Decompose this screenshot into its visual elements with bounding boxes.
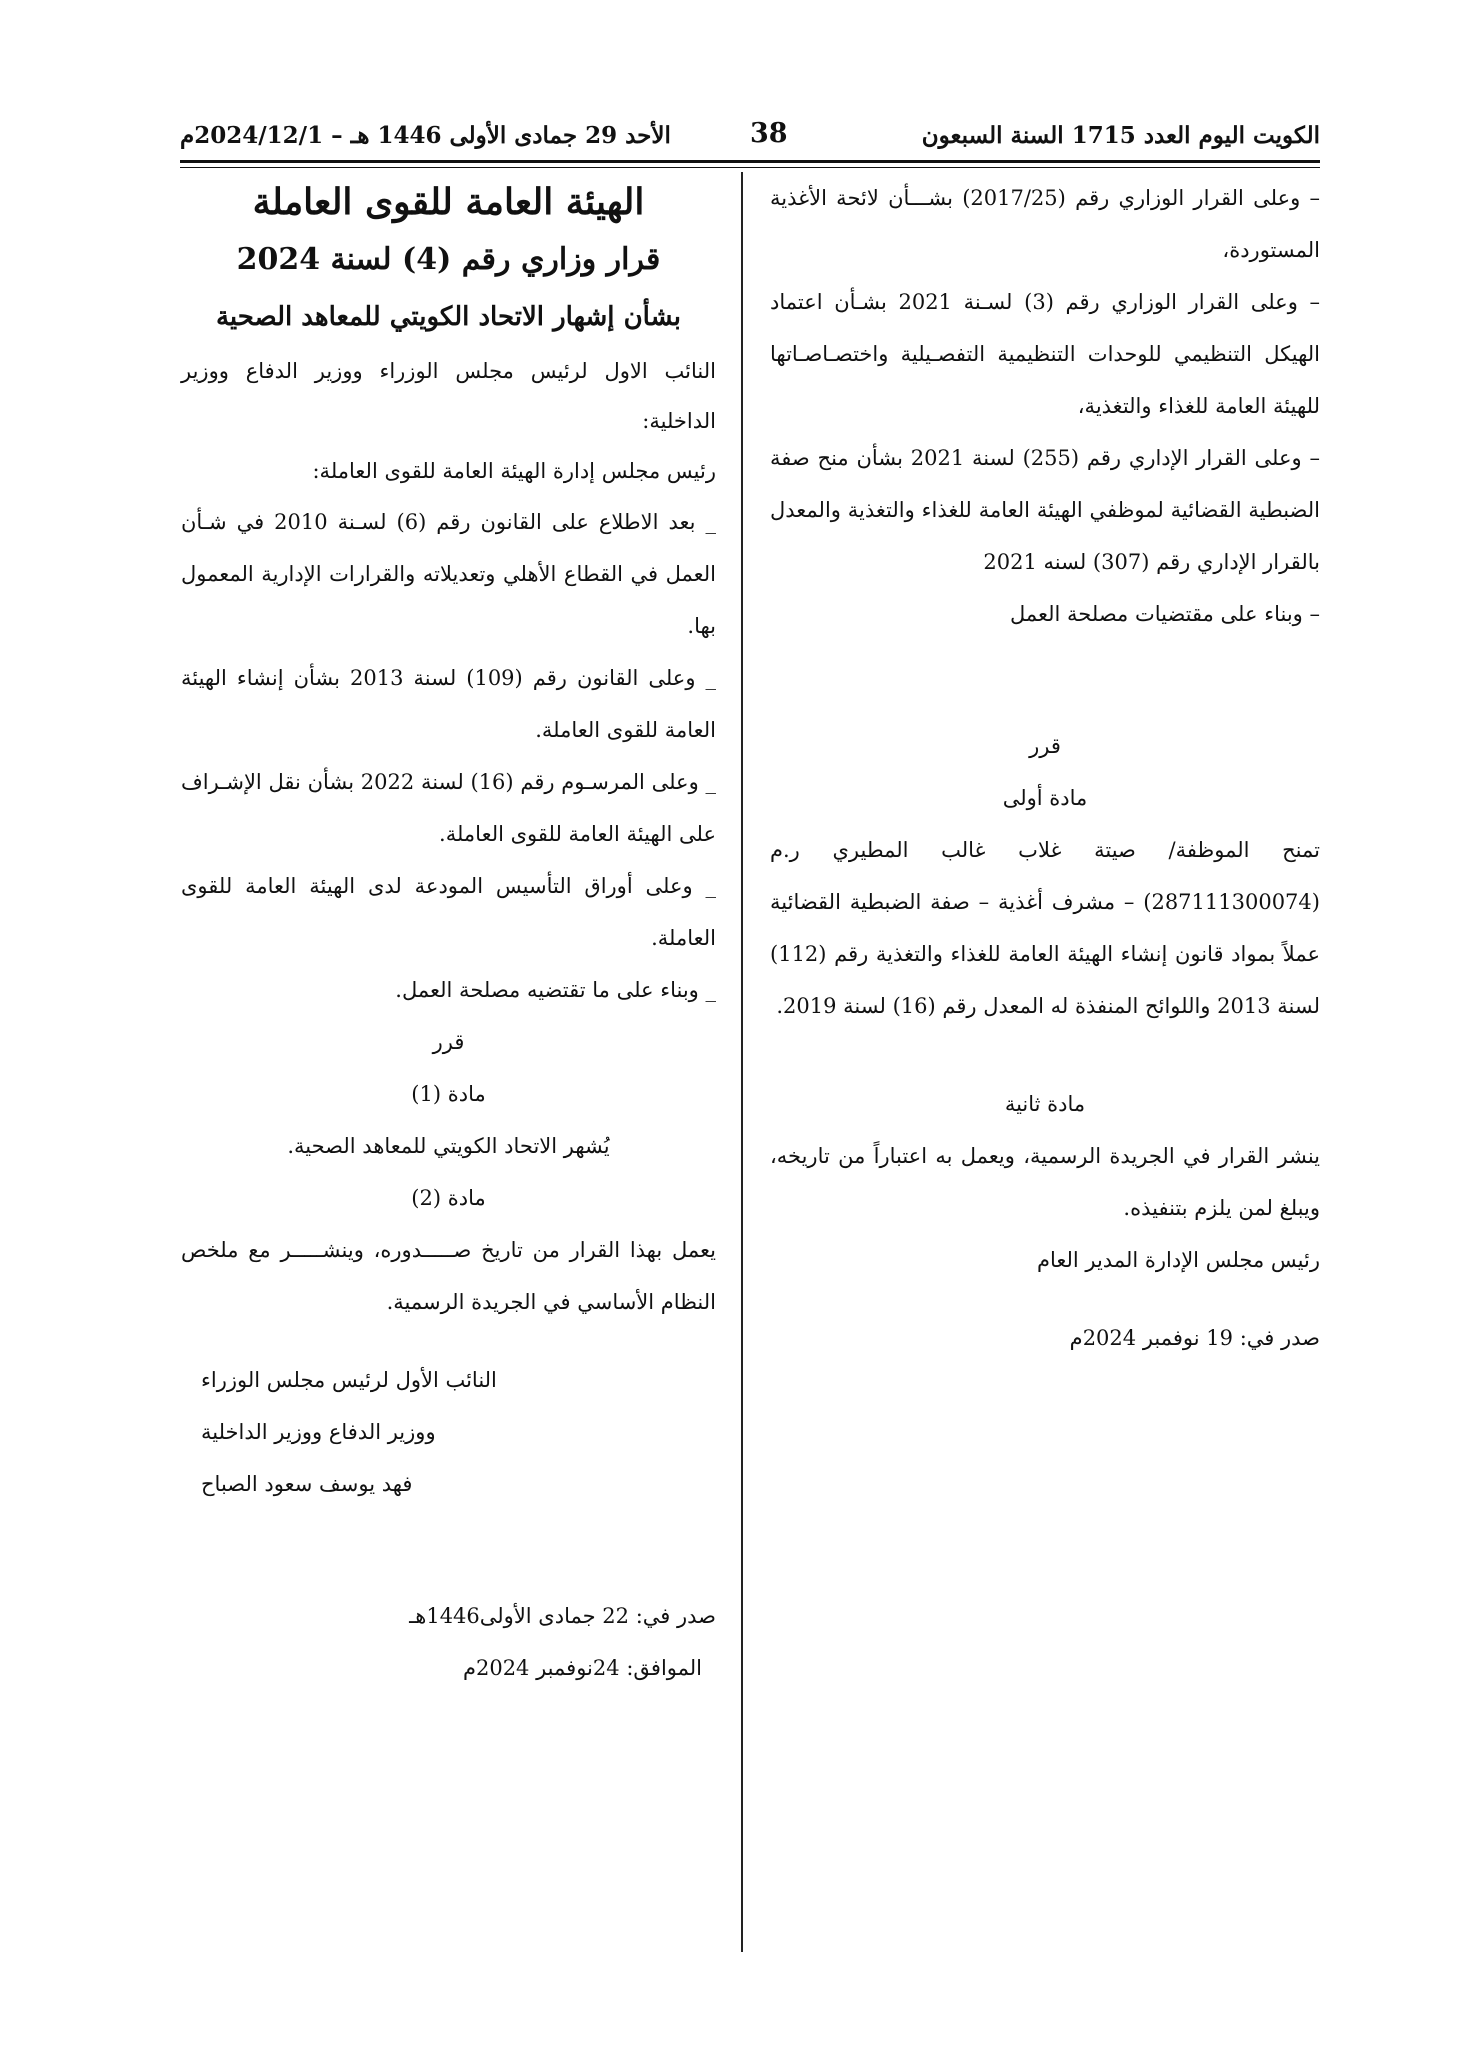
spacer [770,640,1320,720]
article-title: مادة (2) [411,1186,486,1210]
decided-heading: قرر [432,1030,465,1054]
signatory-name: فهد يوسف سعود الصباح [201,1472,413,1496]
spacer [181,1328,716,1354]
page-number: 38 [750,118,788,149]
preamble-item: – وعلى القرار الإداري رقم (255) لسنة 2021 بشأن منح صفة الضبطية القضائية لموظفي الهيئة العامة للغذاء والتغذية والمعدل بالقرار الإداري رقم (307) لسنه 2021 [770,446,1320,574]
article-text: ينشر القرار في الجريدة الرسمية، ويعمل به اعتباراً من تاريخه، ويبلغ لمن يلزم بتنفيذه. [770,1144,1320,1220]
preamble-item: _ وعلى القانون رقم (109) لسنة 2013 بشأن إنشاء الهيئة العامة للقوى العاملة. [181,666,716,742]
signature-line: ووزير الدفاع ووزير الداخلية [201,1420,436,1444]
decision-title: قرار وزاري رقم (4) لسنة 2024 [236,242,661,277]
header-rule-thin [180,167,1320,168]
article-title: مادة ثانية [1004,1092,1086,1116]
spacer [181,1510,716,1590]
spacer [770,1032,1320,1078]
header-rule-thick [180,160,1320,163]
issuer-line: النائب الاول لرئيس مجلس الوزراء ووزير الدفاع ووزير الداخلية: [181,359,716,433]
article-title: مادة (1) [411,1082,486,1106]
preamble-item: _ وعلى المرسـوم رقم (16) لسنة 2022 بشأن نقل الإشـراف على الهيئة العامة للقوى العاملة. [181,770,716,846]
preamble-item: – وعلى القرار الوزاري رقم (3) لسـنة 2021 بشـأن اعتماد الهيكل التنظيمي للوحدات التنظيمية التفصـيلية واختصـاصـاتها للهيئة العامة للغذاء والتغذية، [770,290,1320,418]
issuer-line: رئيس مجلس إدارة الهيئة العامة للقوى العاملة: [312,459,716,483]
article-text: يُشهر الاتحاد الكويتي للمعاهد الصحية. [287,1134,610,1158]
spacer [770,1286,1320,1312]
article-text: يعمل بهذا القرار من تاريخ صـــــدوره، وينشـــــر مع ملخص النظام الأساسي في الجريدة الرسمية. [181,1238,716,1314]
column-divider [741,172,743,1952]
signature-title: رئيس مجلس الإدارة المدير العام [1036,1248,1320,1272]
preamble-item: – وعلى القرار الوزاري رقم (2017/25) بشـــأن لائحة الأغذية المستوردة، [770,186,1321,262]
preamble-item: – وبناء على مقتضيات مصلحة العمل [1009,602,1320,626]
decision-subject: بشأن إشهار الاتحاد الكويتي للمعاهد الصحية [215,302,682,332]
issue-date-gregorian: الموافق: 24نوفمبر 2024م [462,1656,702,1680]
preamble-item: _ وعلى أوراق التأسيس المودعة لدى الهيئة العامة للقوى العاملة. [181,874,716,950]
signature-line: النائب الأول لرئيس مجلس الوزراء [201,1368,497,1392]
left-column [181,172,716,1694]
article-title: مادة أولى [1002,786,1088,810]
preamble-item: _ وبناء على ما تقتضيه مصلحة العمل. [395,978,716,1002]
issue-date: صدر في: 19 نوفمبر 2024م [1069,1326,1320,1350]
header-date: الأحد 29 جمادى الأولى 1446 هـ – 2024/12/1م [180,122,671,149]
preamble-item: _ بعد الاطلاع على القانون رقم (6) لسـنة 2010 في شـأن العمل في القطاع الأهلي وتعديلاته والقرارات الإدارية المعمول بها. [181,510,716,638]
right-column [770,172,1320,1364]
authority-title: الهيئة العامة للقوى العاملة [252,181,645,223]
issue-date-hijri: صدر في: 22 جمادى الأولى1446هـ [409,1604,716,1628]
decided-heading: قرر [1029,734,1061,758]
header-publication-info: الكويت اليوم العدد 1715 السنة السبعون [921,122,1320,149]
page-header [180,118,1320,158]
article-text: تمنح الموظفة/ صيتة غلاب غالب المطيري ر.م (287111300074) – مشرف أغذية – صفة الضبطية القضائية عملاً بمواد قانون إنشاء الهيئة العامة للغذاء والتغذية رقم (112) لسنة 2013 واللوائح المنفذة له المعدل رقم (16) لسنة 2019. [770,838,1320,1018]
